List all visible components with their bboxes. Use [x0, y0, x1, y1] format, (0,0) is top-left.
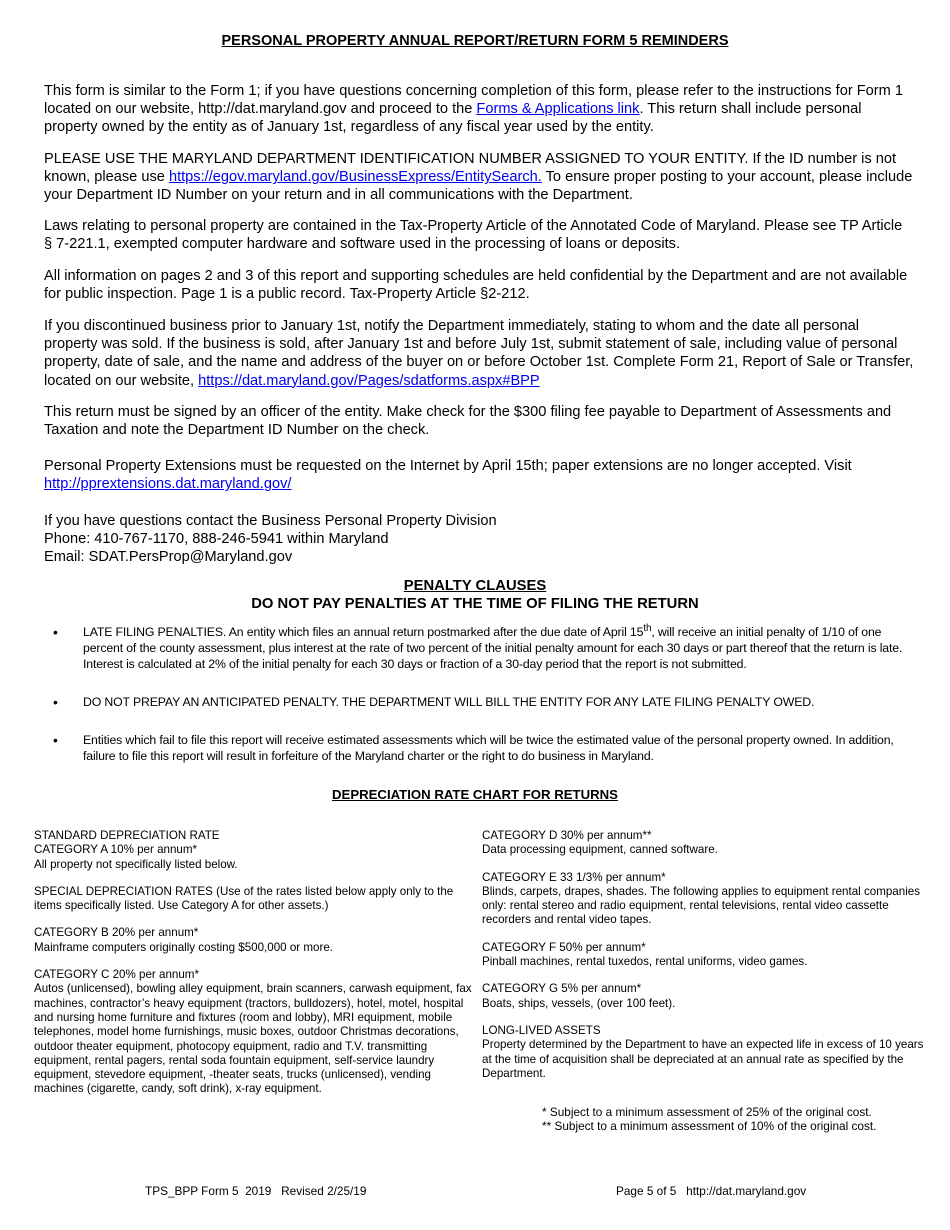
contact-phone: Phone: 410-767-1170, 888-246-5941 within Maryland: [44, 531, 389, 548]
pprextensions-link[interactable]: http://pprextensions.dat.maryland.gov/: [44, 476, 292, 493]
category-f-block: CATEGORY F 50% per annum* Pinball machines, rental tuxedos, rental uniforms, video games.: [482, 940, 808, 969]
entity-search-link[interactable]: https://egov.maryland.gov/BusinessExpress/EntitySearch.: [168, 169, 542, 186]
standard-rate-block: STANDARD DEPRECIATION RATE CATEGORY A 10% per annum* All property not specifically listed below.: [34, 829, 238, 871]
category-d-block: CATEGORY D 30% per annum** Data processing equipment, canned software.: [482, 829, 718, 857]
confidential-paragraph: All information on pages 2 and 3 of this report and supporting schedules are held confidential by the Department and are not available for public inspection. Page 1 is a public record. Tax-Property Article §2-212.: [44, 268, 908, 303]
footnote-double-asterisk: ** Subject to a minimum assessment of 10% of the original cost.: [542, 1119, 877, 1134]
special-rates-block: SPECIAL DEPRECIATION RATES (Use of the rates listed below apply only to the items specifically listed. Use Category A for other assets.): [34, 884, 454, 913]
category-b-block: CATEGORY B 20% per annum* Mainframe computers originally costing $500,000 or more.: [34, 926, 334, 954]
depreciation-right-column: [482, 829, 924, 1094]
bullet-icon: •: [53, 732, 58, 748]
penalty-subtitle: DO NOT PAY PENALTIES AT THE TIME OF FILING THE RETURN: [251, 596, 699, 612]
category-e-block: CATEGORY E 33 1/3% per annum* Blinds, carpets, drapes, shades. The following applies to equipment rental companies only: rental stereo and radio equipment, rental televisions, rental video cassette recorders and rental video tapes.: [482, 870, 921, 927]
sdat-forms-link[interactable]: https://dat.maryland.gov/Pages/sdatforms.aspx#BPP: [198, 372, 540, 389]
category-c-block: CATEGORY C 20% per annum* Autos (unlicensed), bowling alley equipment, brain scanners, carwash equipment, fax machines, contractor’s heavy equipment (tractors, bulldozers), hotel, motel, hospital and nursing home furniture and fixtures (room and lobby), MRI equipment, mobile telephones, model home furnishings, music boxes, outdoor Christmas decorations, outdoor theater equipment, photocopy equipment, radio and T.V. transmitting equipment, rental pagers, rental soda fountain equipment, self-service laundry equipment, stevedore equipment, -theater seats, trucks (unlicensed), vending machines (cigarette, candy, soft drink), x-ray equipment.: [34, 968, 472, 1096]
laws-paragraph: Laws relating to personal property are contained in the Tax-Property Article of the Annotated Code of Maryland. Please see TP Article § 7-221.1, exempted computer hardware and software used in the processing of loans or deposits.: [44, 218, 903, 253]
department-id-paragraph: PLEASE USE THE MARYLAND DEPARTMENT IDENTIFICATION NUMBER ASSIGNED TO YOUR ENTITY. If the ID number is not known, please use https://egov.maryland.gov/BusinessExpress/EntitySearch. To ensure proper posting to your account, please include your Department ID Number on your return and in all communications with the Department.: [44, 151, 913, 204]
contact-email: Email: SDAT.PersProp@Maryland.gov: [44, 549, 293, 566]
signature-paragraph: This return must be signed by an officer of the entity. Make check for the $300 filing fee payable to Department of Assessments and Taxation and note the Department ID Number on the check.: [44, 404, 892, 439]
category-g-block: CATEGORY G 5% per annum* Boats, ships, vessels, (over 100 feet).: [482, 982, 676, 1010]
penalty-heading: [0, 577, 950, 613]
footnotes: [542, 1105, 876, 1134]
depreciation-left-column: [34, 829, 474, 1110]
contact-division: If you have questions contact the Business Personal Property Division: [44, 513, 497, 529]
intro-paragraph: This form is similar to the Form 1; if you have questions concerning completion of this form, please refer to the instructions for Form 1 located on our website, http://dat.maryland.gov and proceed to the Forms & Applications link. This return shall include personal property owned by the entity as of January 1st, regardless of any fiscal year used by the entity.: [44, 83, 903, 136]
contact-block: [44, 512, 914, 567]
footer-form-id: TPS_BPP Form 5 2019 Revised 2/25/19: [145, 1184, 367, 1198]
footer-page-number: Page 5 of 5 http://dat.maryland.gov: [616, 1184, 807, 1198]
long-lived-assets-block: LONG-LIVED ASSETS Property determined by the Department to have an expected life in excess of 10 years at the time of acquisition shall be depreciated at an annual rate as specified by the Department.: [482, 1023, 924, 1080]
list-item: • LATE FILING PENALTIES. An entity which files an annual return postmarked after the due date of April 15th, will receive an initial penalty of 1/10 of one percent of the county assessment, plus interest at the rate of two percent of the initial penalty amount for each 30 days or part thereof that the return is late. Interest is calculated at 2% of the initial penalty for each 30 days or fraction of a 30-day period that the report is not submitted.: [53, 622, 903, 671]
penalty-clauses-title: PENALTY CLAUSES: [403, 578, 547, 594]
discontinued-business-paragraph: If you discontinued business prior to January 1st, notify the Department immediately, stating to whom and the date all personal property was sold. If the business is sold, after January 1st and before July 1st, submit statement of sale, including value of personal property, date of sale, and the name and address of the buyer on or before October 1st. Complete Form 21, Report of Sale or Transfer, located on our website, https://dat.maryland.gov/Pages/sdatforms.aspx#BPP: [44, 318, 914, 389]
footnote-single-asterisk: * Subject to a minimum assessment of 25% of the original cost.: [542, 1105, 872, 1119]
extensions-paragraph: Personal Property Extensions must be requested on the Internet by April 15th; paper extensions are no longer accepted. Visit http://pprextensions.dat.maryland.gov/: [44, 458, 852, 493]
list-item: • Entities which fail to file this report will receive estimated assessments which will be twice the estimated value of the personal property owned. In addition, failure to file this report will result in forfeiture of the Maryland charter or the right to do business in Maryland.: [53, 732, 894, 763]
forms-applications-link[interactable]: Forms & Applications link: [476, 101, 640, 118]
bullet-icon: •: [53, 624, 58, 640]
bullet-icon: •: [53, 694, 58, 710]
list-item: • DO NOT PREPAY AN ANTICIPATED PENALTY. THE DEPARTMENT WILL BILL THE ENTITY FOR ANY LATE FILING PENALTY OWED.: [53, 694, 815, 710]
depreciation-chart-title: DEPRECIATION RATE CHART FOR RETURNS: [332, 787, 618, 802]
page-title: PERSONAL PROPERTY ANNUAL REPORT/RETURN FORM 5 REMINDERS: [221, 33, 729, 49]
